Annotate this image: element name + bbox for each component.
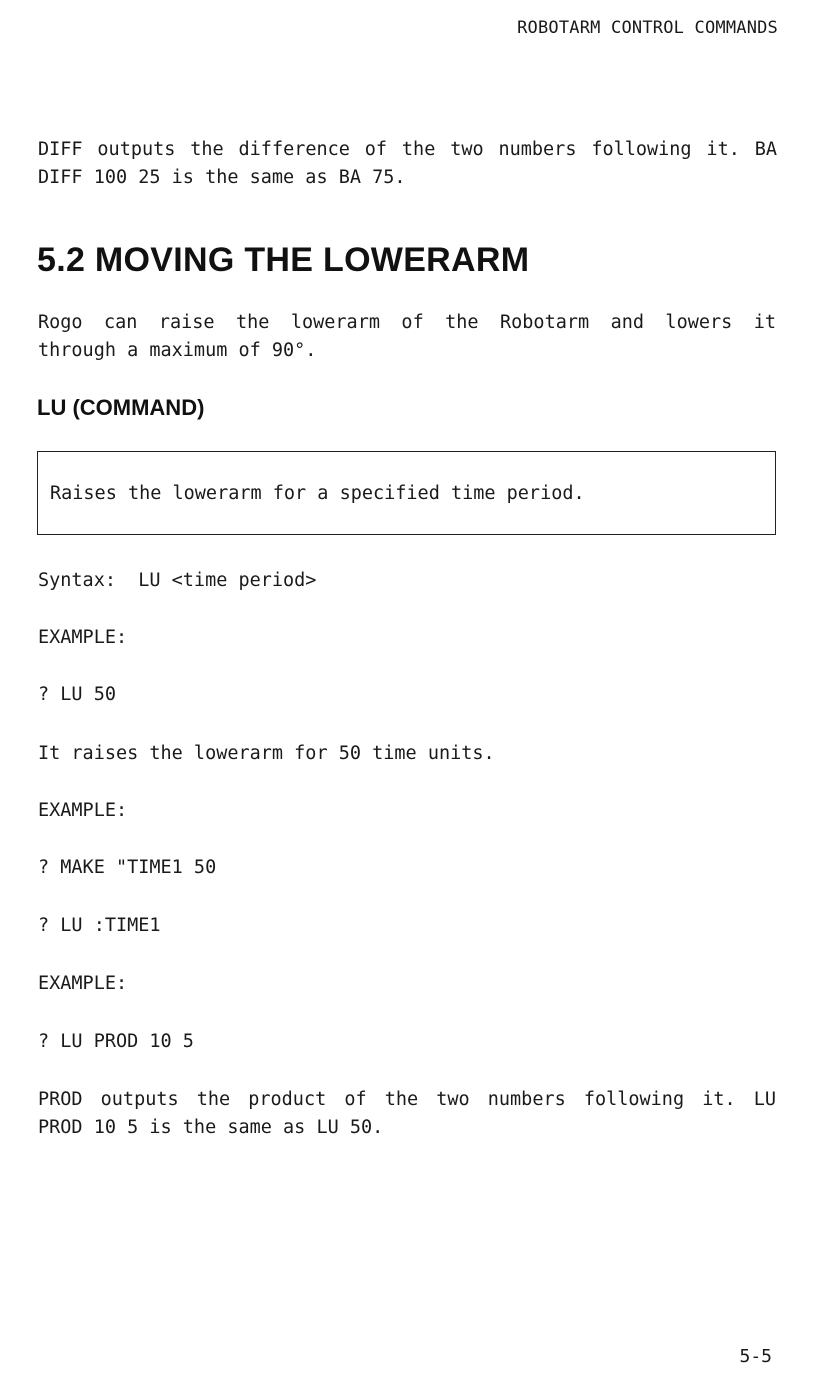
syntax-line: Syntax: LU <time period> [38, 570, 317, 591]
section-para-line-1: Rogo can raise the lowerarm of the Robotarm and lowers it [38, 312, 776, 333]
closing-line-1: PROD outputs the product of the two numbers following it. LU [38, 1089, 776, 1110]
definition-text: Raises the lowerarm for a specified time period. [50, 483, 585, 504]
command-heading: LU (COMMAND) [37, 395, 205, 420]
example-1-line-1: ? LU 50 [38, 684, 116, 705]
section-para-line-2: through a maximum of 90°. [38, 340, 317, 361]
page-number: 5-5 [739, 1346, 772, 1367]
example-label-3: EXAMPLE: [38, 973, 128, 994]
example-2-line-1: ? MAKE "TIME1 50 [38, 857, 217, 878]
intro-line-1: DIFF outputs the difference of the two numbers following it. BA [38, 139, 777, 160]
example-2-line-2: ? LU :TIME1 [38, 915, 161, 936]
running-header: ROBOTARM CONTROL COMMANDS [517, 18, 778, 38]
closing-line-2: PROD 10 5 is the same as LU 50. [38, 1117, 384, 1138]
example-1-explanation: It raises the lowerarm for 50 time units. [38, 743, 495, 764]
example-label-2: EXAMPLE: [38, 800, 128, 821]
example-label-1: EXAMPLE: [38, 627, 128, 648]
section-heading: 5.2 MOVING THE LOWERARM [37, 241, 530, 279]
intro-line-2: DIFF 100 25 is the same as BA 75. [38, 167, 406, 188]
example-3-line-1: ? LU PROD 10 5 [38, 1031, 194, 1052]
definition-box [37, 451, 776, 535]
